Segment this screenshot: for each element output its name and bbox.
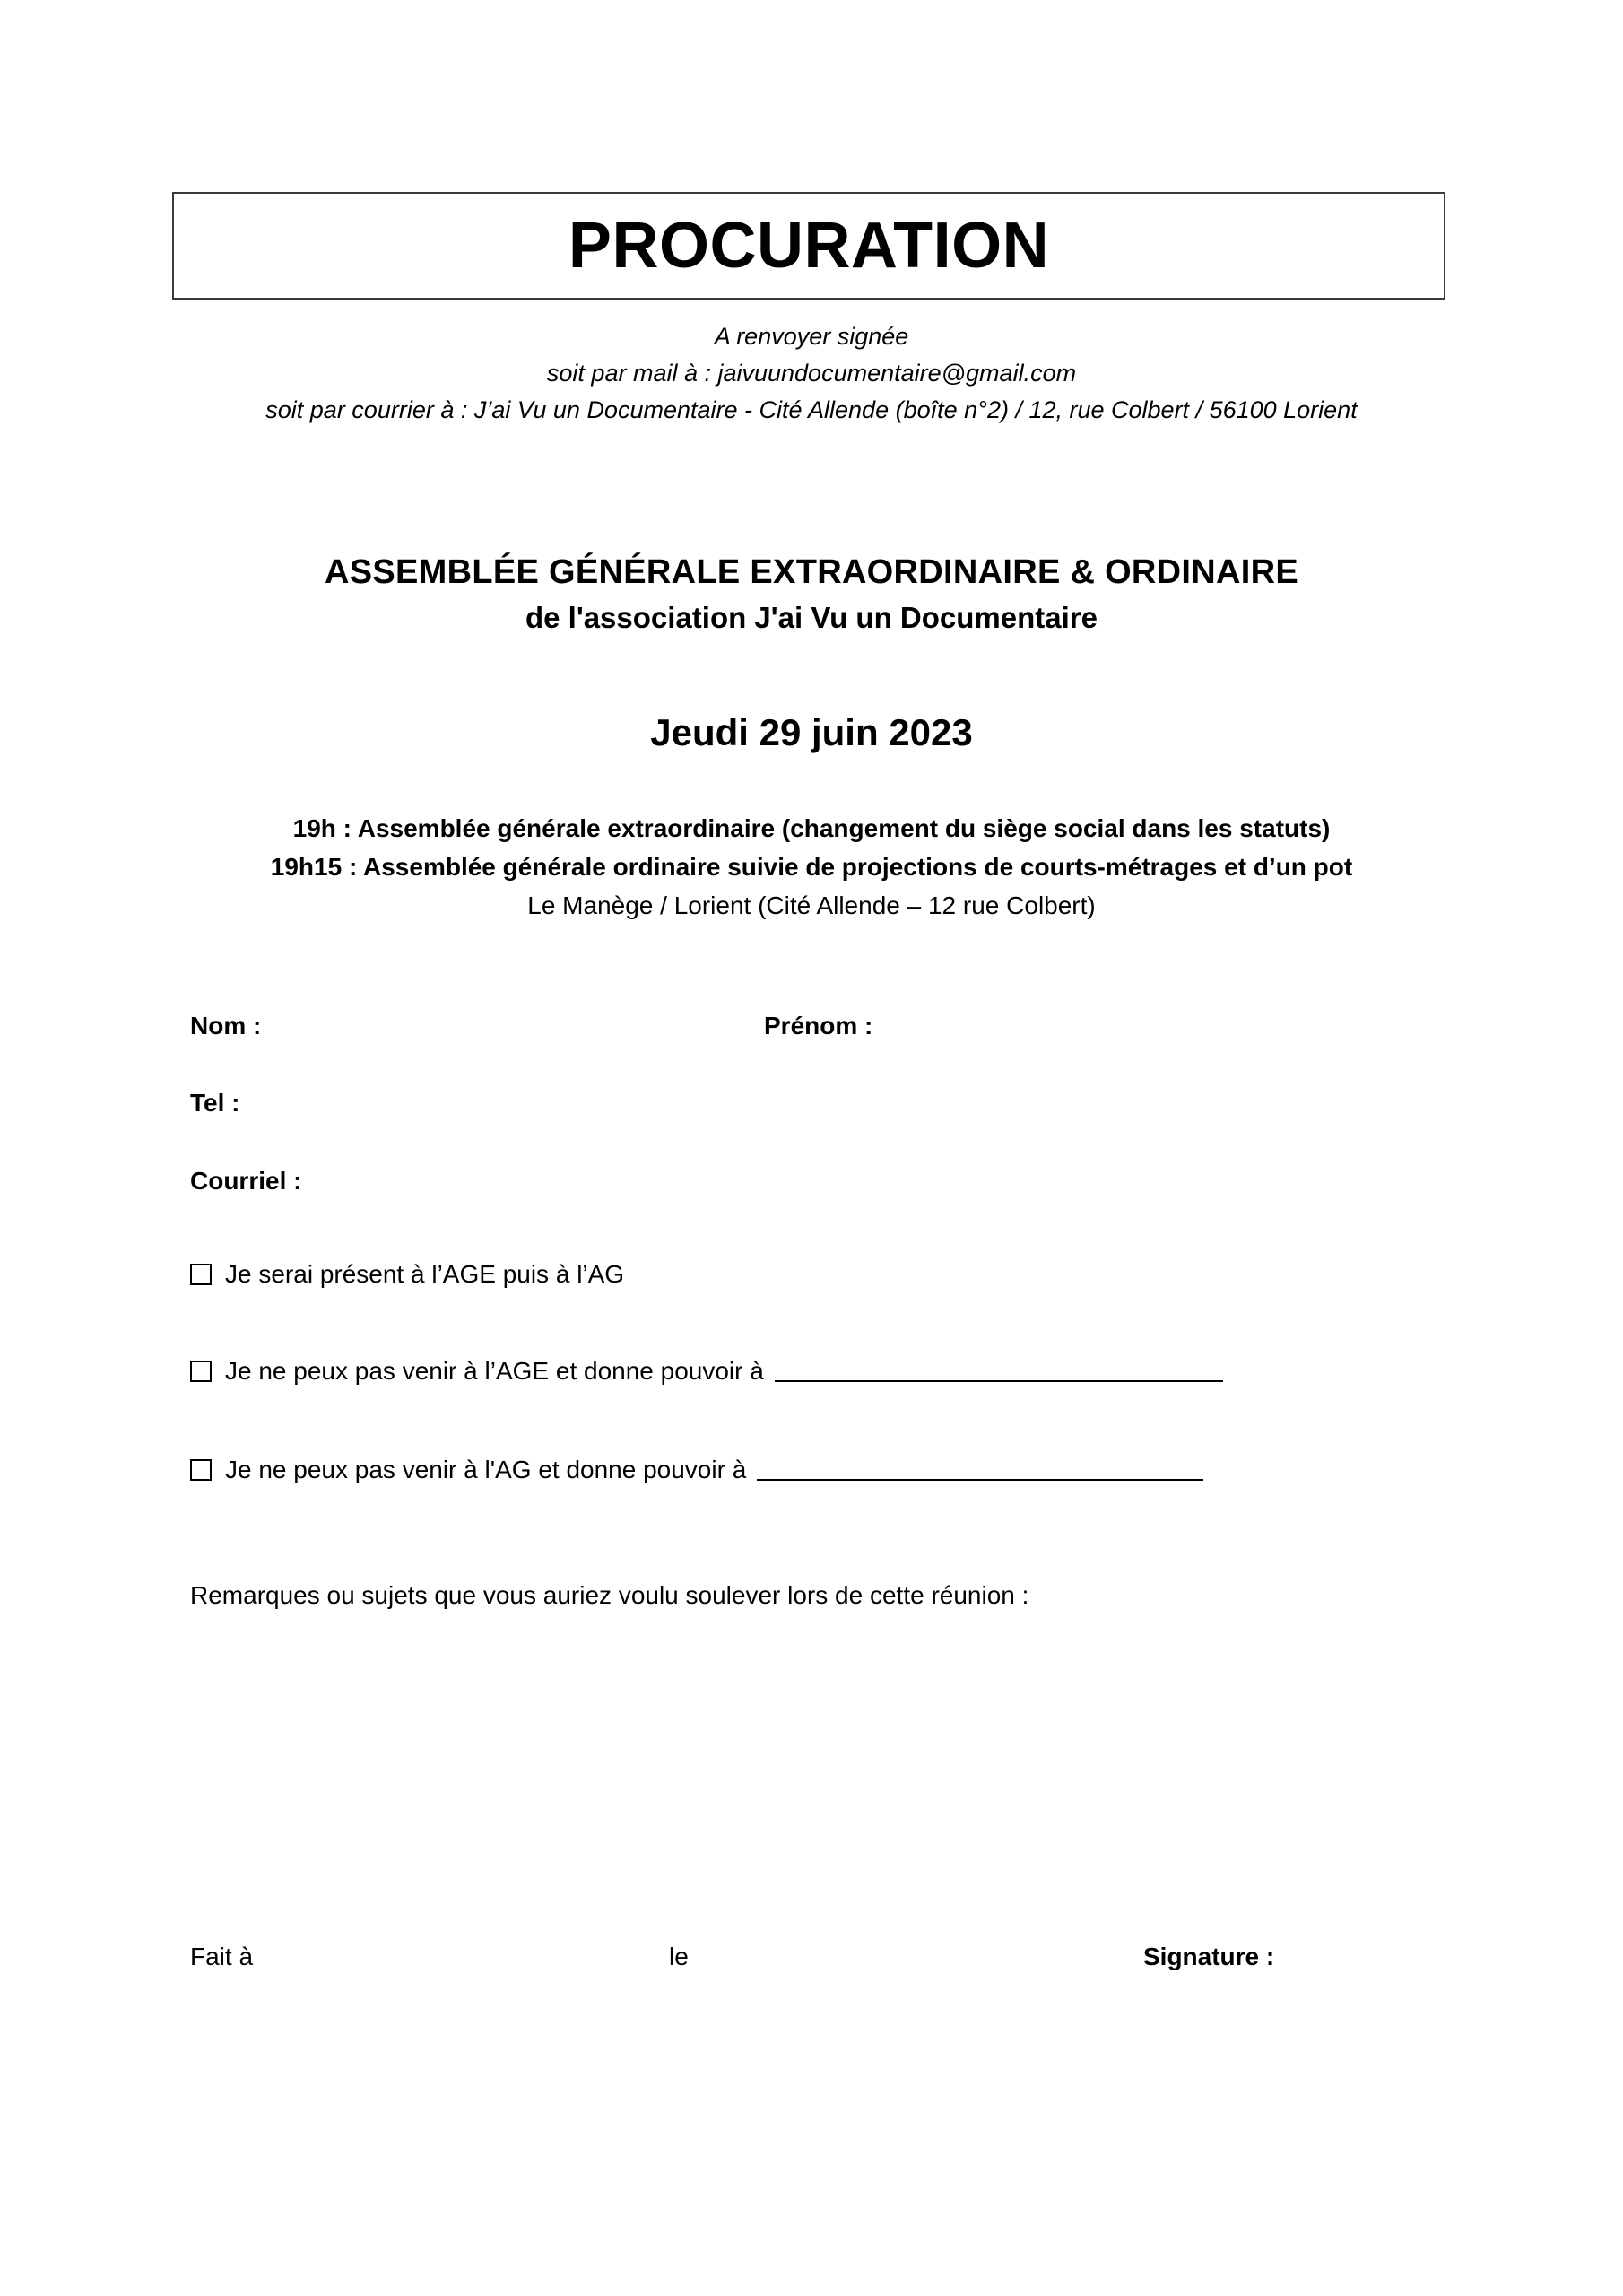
nom-label: Nom :	[190, 1012, 262, 1039]
proxy-ag-blank-field[interactable]	[757, 1459, 1203, 1481]
option-proxy-ag-row[interactable]	[190, 1455, 1203, 1485]
tel-field-row	[190, 1088, 239, 1118]
return-instruction-line-1: A renvoyer signée	[714, 323, 909, 350]
assembly-heading-block	[0, 549, 1623, 640]
meeting-date: Jeudi 29 juin 2023	[650, 711, 973, 753]
tel-label: Tel :	[190, 1089, 240, 1117]
page-title: PROCURATION	[568, 210, 1050, 282]
courriel-label: Courriel :	[190, 1167, 302, 1195]
name-field-row	[190, 1011, 1445, 1041]
option-proxy-ag-label: Je ne peux pas venir à l'AG et donne pouvoir à	[225, 1456, 747, 1483]
fait-a-label: Fait à	[190, 1943, 254, 1970]
option-present-label: Je serai présent à l’AGE puis à l’AG	[225, 1260, 625, 1288]
le-label: le	[669, 1943, 689, 1970]
checkbox-icon-proxy-ag[interactable]	[190, 1459, 212, 1481]
option-proxy-age-row[interactable]	[190, 1356, 1223, 1387]
schedule-line-age: 19h : Assemblée générale extraordinaire (changement du siège social dans les statuts)	[292, 814, 1331, 842]
schedule-block	[0, 809, 1623, 925]
proxy-age-blank-field[interactable]	[775, 1361, 1223, 1382]
signature-label: Signature :	[1143, 1943, 1275, 1970]
schedule-line-ag: 19h15 : Assemblée générale ordinaire suivie de projections de courts-métrages et d’un pot	[270, 853, 1353, 881]
remarks-label: Remarques ou sujets que vous auriez voulu soulever lors de cette réunion :	[190, 1581, 1029, 1609]
venue-line: Le Manège / Lorient (Cité Allende – 12 rue Colbert)	[527, 891, 1096, 919]
assembly-heading: ASSEMBLÉE GÉNÉRALE EXTRAORDINAIRE & ORDINAIRE	[324, 553, 1299, 591]
return-instruction-line-2-email: soit par mail à : jaivuundocumentaire@gmail.com	[546, 360, 1077, 387]
option-proxy-age-label: Je ne peux pas venir à l’AGE et donne pouvoir à	[225, 1357, 764, 1385]
checkbox-icon-proxy-age[interactable]	[190, 1361, 212, 1382]
document-title-box	[172, 192, 1445, 300]
assembly-subheading: de l'association J'ai Vu un Documentaire	[525, 601, 1098, 634]
option-present-row[interactable]	[190, 1259, 624, 1290]
prenom-label: Prénom :	[764, 1012, 873, 1039]
checkbox-icon-present[interactable]	[190, 1264, 212, 1285]
signature-row	[190, 1942, 1445, 1978]
return-instruction-line-3-postal: soit par courrier à : J’ai Vu un Documentaire - Cité Allende (boîte n°2) / 12, rue Colbert / 56100 Lorient	[265, 396, 1358, 423]
return-instructions-block	[0, 318, 1623, 429]
courriel-field-row	[190, 1166, 301, 1196]
